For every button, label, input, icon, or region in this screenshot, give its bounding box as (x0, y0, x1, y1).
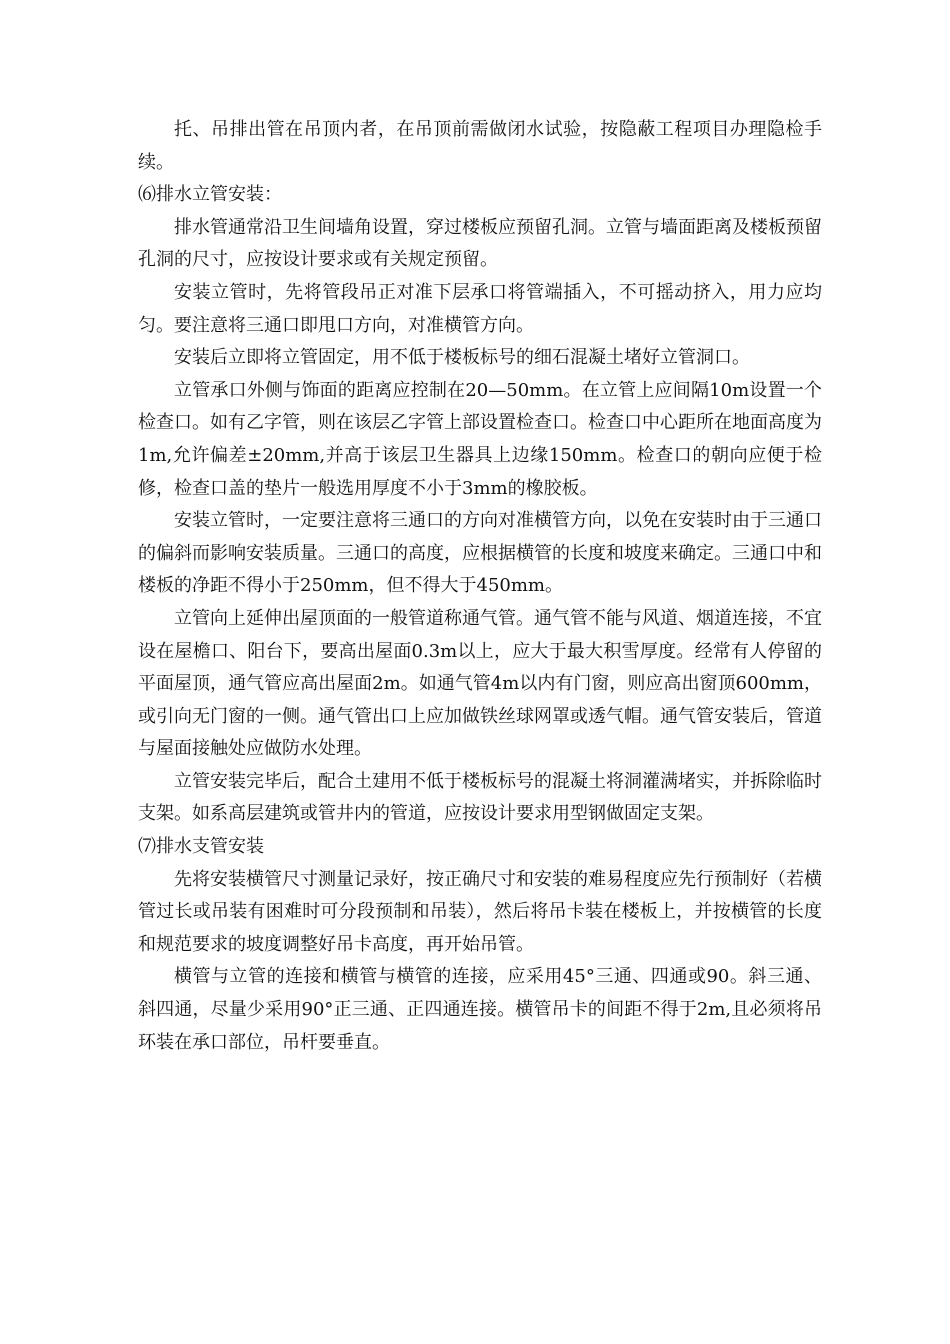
paragraph-tee-direction: 安装立管时，一定要注意将三通口的方向对准横管方向，以免在安装时由于三通口的偏斜而影响安装质量。三通口的高度，应根据横管的长度和坡度来确定。三通口中和楼板的净距不得小于250mm，但不得大于450mm。 (138, 510, 822, 597)
paragraph-ceiling-drain: 托、吊排出管在吊顶内者，在吊顶前需做闭水试验，按隐蔽工程项目办理隐检手续。 (138, 119, 822, 173)
document-body (138, 114, 822, 1059)
section-heading-6: ⑹排水立管安装： (138, 184, 282, 206)
paragraph-vent-pipe: 立管向上延伸出屋顶面的一般管道称通气管。通气管不能与风道、烟道连接，不宜设在屋檐口、阳台下，要高出屋面0.3m以上，应大于最大积雪厚度。经常有人停留的平面屋顶，通气管应高出屋面2m。如通气管4m以内有门窗，则应高出窗顶600mm，或引向无门窗的一侧。通气管出口上应加做铁丝球网罩或透气帽。通气管安装后，管道与屋面接触处应做防水处理。 (138, 607, 822, 760)
paragraph-branch-prefab: 先将安装横管尺寸测量记录好，按正确尺寸和安装的难易程度应先行预制好（若横管过长或吊装有困难时可分段预制和吊装），然后将吊卡装在楼板上，并按横管的长度和规范要求的坡度调整好吊卡高度，再开始吊管。 (138, 868, 822, 955)
paragraph-branch-connection: 横管与立管的连接和横管与横管的连接，应采用45°三通、四通或90。斜三通、斜四通，尽量少采用90°正三通、正四通连接。横管吊卡的间距不得于2m,且必须将吊环装在承口部位，吊杆要垂直。 (138, 966, 822, 1053)
paragraph-riser-location: 排水管通常沿卫生间墙角设置，穿过楼板应预留孔洞。立管与墙面距离及楼板预留孔洞的尺寸，应按设计要求或有关规定预留。 (138, 216, 822, 271)
paragraph-inspection-port: 立管承口外侧与饰面的距离应控制在20—50mm。在立管上应间隔10m设置一个检查口。如有乙字管，则在该层乙字管上部设置检查口。检查口中心距所在地面高度为1m,允许偏差±20mm,并高于该层卫生器具上边缘150mm。检查口的朝向应便于检修，检查口盖的垫片一般选用厚度不小于3mm的橡胶板。 (138, 379, 822, 499)
paragraph-riser-complete: 立管安装完毕后，配合土建用不低于楼板标号的混凝土将洞灌满堵实，并拆除临时支架。如系高层建筑或管井内的管道，应按设计要求用型钢做固定支架。 (138, 770, 822, 825)
paragraph-riser-install: 安装立管时，先将管段吊正对准下层承口将管端插入，不可摇动挤入，用力应均匀。要注意将三通口即甩口方向，对准横管方向。 (138, 281, 822, 336)
paragraph-riser-fix: 安装后立即将立管固定，用不低于楼板标号的细石混凝土堵好立管洞口。 (174, 347, 750, 369)
section-heading-7: ⑺排水支管安装 (138, 836, 264, 858)
